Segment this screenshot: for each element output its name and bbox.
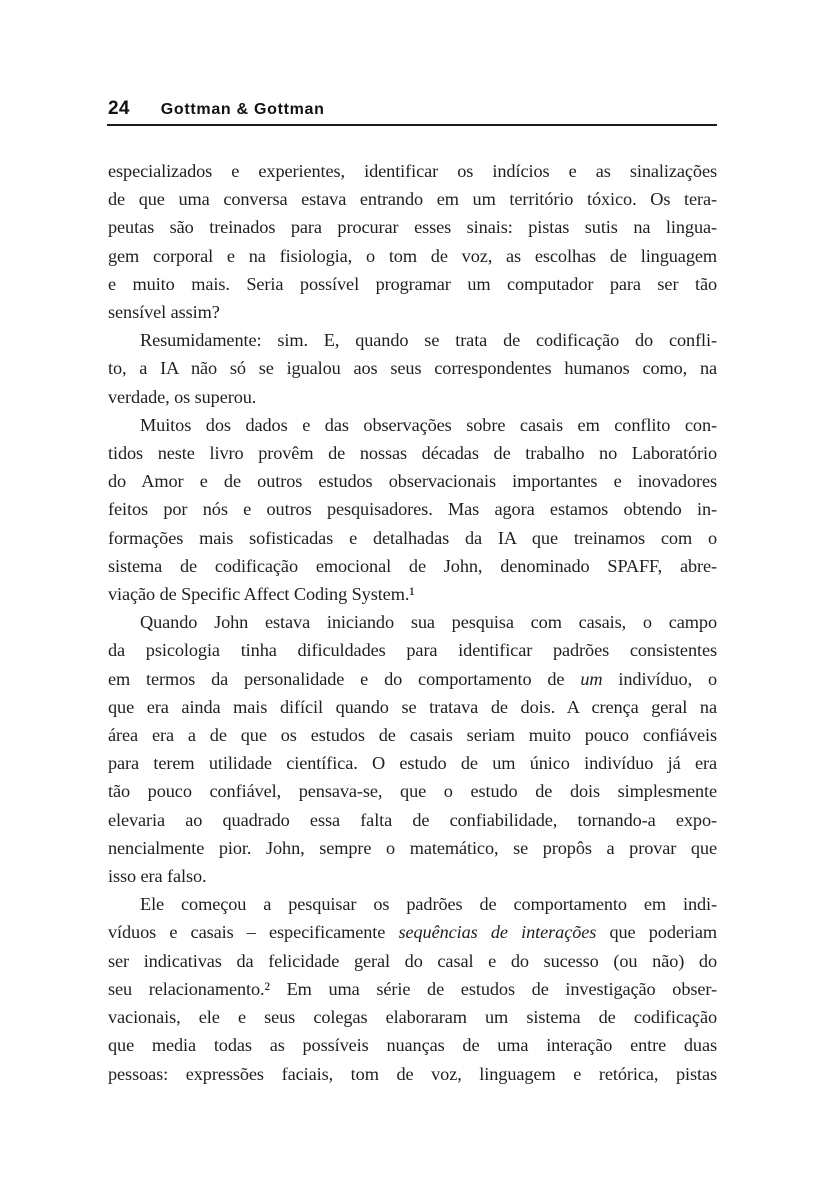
running-title: Gottman & Gottman (160, 101, 325, 118)
text-line: em termos da personalidade e do comportamento de um indivíduo, o (108, 668, 717, 689)
text-line: e muito mais. Seria possível programar um computador para ser tão (108, 273, 717, 294)
text-line: isso era falso. (108, 866, 207, 887)
body-text (108, 157, 717, 1088)
text-line: Resumidamente: sim. E, quando se trata de codificação do confli- (140, 330, 717, 351)
text-line: especializados e experientes, identificar os indícios e as sinalizações (108, 161, 717, 181)
text-line: que era ainda mais difícil quando se tratava de dois. A crença geral na (108, 696, 717, 717)
text-line: verdade, os superou. (108, 386, 257, 407)
text-line: ser indicativas da felicidade geral do casal e do sucesso (ou não) do (108, 950, 717, 971)
text-line: tão pouco confiável, pensava-se, que o estudo de dois simplesmente (108, 781, 717, 802)
text-line: gem corporal e na fisiologia, o tom de voz, as escolhas de linguagem (108, 245, 717, 266)
text-line: sensível assim? (108, 302, 220, 323)
text-line: feitos por nós e outros pesquisadores. Mas agora estamos obtendo in- (108, 499, 717, 520)
text-line: sistema de codificação emocional de John, denominado SPAFF, abre- (108, 555, 717, 576)
text-line: Muitos dos dados e das observações sobre casais em conflito con- (140, 414, 717, 435)
header-rule (107, 124, 717, 126)
text-line: seu relacionamento.² Em uma série de estudos de investigação obser- (108, 978, 717, 999)
text-line: de que uma conversa estava entrando em um território tóxico. Os tera- (108, 189, 717, 210)
text-line: víduos e casais – especificamente sequências de interações que poderiam (108, 922, 717, 943)
text-line: formações mais sofisticadas e detalhadas da IA que treinamos com o (108, 527, 717, 548)
text-line: do Amor e de outros estudos observacionais importantes e inovadores (108, 471, 717, 492)
paragraph (108, 157, 717, 326)
text-line: Ele começou a pesquisar os padrões de comportamento em indi- (140, 894, 717, 915)
text-line: pessoas: expressões faciais, tom de voz, linguagem e retórica, pistas (108, 1063, 717, 1084)
paragraph (108, 326, 717, 411)
text-line: tidos neste livro provêm de nossas décadas de trabalho no Laboratório (108, 443, 717, 464)
text-line: peutas são treinados para procurar esses sinais: pistas sutis na lingua- (108, 217, 717, 238)
paragraph (108, 411, 717, 608)
text-line: viação de Specific Affect Coding System.¹ (108, 584, 415, 605)
paragraph (108, 608, 717, 890)
page-number: 24 (108, 98, 130, 119)
text-line: da psicologia tinha dificuldades para identificar padrões consistentes (108, 640, 717, 661)
text-line: Quando John estava iniciando sua pesquisa com casais, o campo (140, 612, 717, 633)
text-line: para terem utilidade científica. O estudo de um único indivíduo já era (108, 753, 717, 774)
text-line: nencialmente pior. John, sempre o matemático, se propôs a provar que (108, 837, 717, 858)
text-line: to, a IA não só se igualou aos seus correspondentes humanos como, na (108, 358, 717, 379)
text-line: área era a de que os estudos de casais seriam muito pouco confiáveis (108, 725, 717, 746)
text-line: elevaria ao quadrado essa falta de confiabilidade, tornando-a expo- (108, 809, 717, 830)
page-header (108, 98, 717, 120)
text-line: vacionais, ele e seus colegas elaboraram um sistema de codificação (108, 1007, 717, 1028)
paragraph (108, 890, 717, 1087)
text-line: que media todas as possíveis nuanças de uma interação entre duas (108, 1035, 717, 1056)
